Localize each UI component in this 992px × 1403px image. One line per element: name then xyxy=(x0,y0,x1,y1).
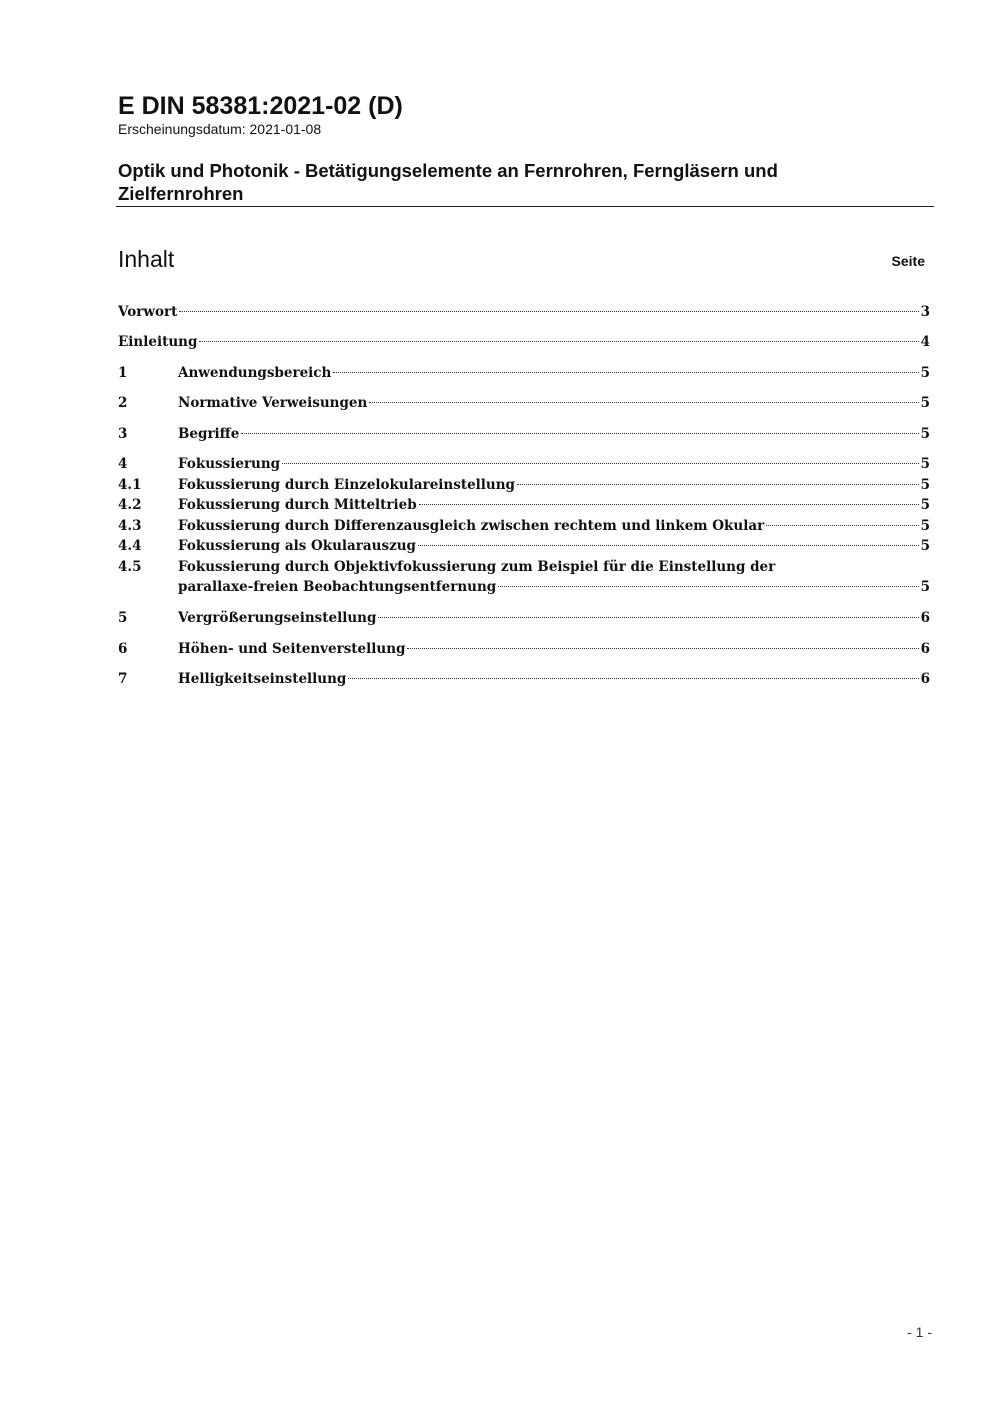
toc-entry-title: Höhen- und Seitenverstellung xyxy=(178,641,406,657)
page-number: - 1 - xyxy=(907,1324,932,1340)
toc-entry-title: Fokussierung durch Einzelokulareinstellung xyxy=(178,477,515,493)
toc-entry-7[interactable] xyxy=(118,669,930,689)
toc-entry-4-2[interactable] xyxy=(118,495,930,515)
toc-entry-6[interactable] xyxy=(118,639,930,659)
toc-entry-page: 5 xyxy=(920,579,930,595)
toc-entry-title: Vergrößerungseinstellung xyxy=(178,610,377,626)
dot-leader xyxy=(199,341,918,342)
toc-entry-5[interactable] xyxy=(118,608,930,628)
toc-entry-page: 5 xyxy=(920,477,930,493)
toc-entry-title: Begriffe xyxy=(178,426,240,442)
toc-entry-page: 5 xyxy=(920,365,930,381)
dot-leader xyxy=(348,678,918,679)
toc-heading: Inhalt xyxy=(118,246,175,272)
toc-entry-page: 5 xyxy=(920,395,930,411)
toc-entry-title: Fokussierung xyxy=(178,456,281,472)
dot-leader xyxy=(378,617,918,618)
dot-leader xyxy=(766,525,918,526)
toc-entry-page: 4 xyxy=(920,334,930,350)
publication-date: Erscheinungsdatum: 2021-01-08 xyxy=(118,121,322,137)
toc-entry-page: 5 xyxy=(920,456,930,472)
toc-entry-title: Fokussierung durch Differenzausgleich zwischen rechtem und linkem Okular xyxy=(178,518,765,534)
toc-entry-number: 4.4 xyxy=(118,538,142,554)
toc-entry-number: 4.1 xyxy=(118,477,142,493)
toc-page-column-label: Seite xyxy=(891,253,925,269)
toc-entry-page: 5 xyxy=(920,497,930,513)
toc-entry-vorwort[interactable] xyxy=(118,302,930,322)
toc-entry-number: 1 xyxy=(118,365,128,381)
toc-entry-2[interactable] xyxy=(118,393,930,413)
toc-entry-3[interactable] xyxy=(118,424,930,444)
toc-entry-title: Fokussierung durch Objektivfokussierung zum Beispiel für die Einstellung der xyxy=(178,559,776,575)
toc-entry-title-continued: parallaxe-freien Beobachtungsentfernung xyxy=(178,579,497,595)
toc-entry-title: Vorwort xyxy=(118,304,178,320)
toc-entry-number: 4.3 xyxy=(118,518,142,534)
dot-leader xyxy=(179,311,918,312)
toc-entry-page: 3 xyxy=(920,304,930,320)
title-divider xyxy=(116,206,934,207)
toc-entry-4-1[interactable] xyxy=(118,475,930,495)
toc-entry-page: 6 xyxy=(920,610,930,626)
dot-leader xyxy=(407,648,918,649)
toc-entry-number: 6 xyxy=(118,641,128,657)
toc-entry-4-5[interactable] xyxy=(118,557,930,597)
standard-id: E DIN 58381:2021-02 (D) xyxy=(118,92,403,120)
dot-leader xyxy=(418,545,919,546)
toc-entry-page: 6 xyxy=(920,671,930,687)
dot-leader xyxy=(369,402,918,403)
toc-entry-title: Einleitung xyxy=(118,334,198,350)
dot-leader xyxy=(241,433,918,434)
toc-entry-page: 5 xyxy=(920,518,930,534)
dot-leader xyxy=(498,586,918,587)
toc-entry-title: Fokussierung als Okularauszug xyxy=(178,538,416,554)
toc-entry-4[interactable] xyxy=(118,454,930,474)
document-title: Optik und Photonik - Betätigungselemente an Fernrohren, Ferngläsern und Zielfernrohren xyxy=(118,160,778,204)
toc-entry-4-3[interactable] xyxy=(118,516,930,536)
toc-entry-4-4[interactable] xyxy=(118,536,930,556)
toc-entry-number: 2 xyxy=(118,395,128,411)
toc-entry-number: 7 xyxy=(118,671,128,687)
toc-entry-number: 4 xyxy=(118,456,128,472)
toc-entry-title: Fokussierung durch Mitteltrieb xyxy=(178,497,417,513)
toc-entry-number: 4.5 xyxy=(118,559,142,575)
toc-entry-number: 4.2 xyxy=(118,497,142,513)
toc-entry-number: 3 xyxy=(118,426,128,442)
dot-leader xyxy=(517,484,919,485)
dot-leader xyxy=(282,463,918,464)
toc-entry-einleitung[interactable] xyxy=(118,332,930,352)
toc-entry-title: Helligkeitseinstellung xyxy=(178,671,347,687)
toc-entry-title: Anwendungsbereich xyxy=(178,365,332,381)
toc-entry-title: Normative Verweisungen xyxy=(178,395,368,411)
toc-entry-1[interactable] xyxy=(118,363,930,383)
dot-leader xyxy=(333,372,918,373)
toc-entry-page: 5 xyxy=(920,426,930,442)
dot-leader xyxy=(419,504,919,505)
toc-entry-page: 6 xyxy=(920,641,930,657)
toc-entry-page: 5 xyxy=(920,538,930,554)
toc-entry-number: 5 xyxy=(118,610,128,626)
